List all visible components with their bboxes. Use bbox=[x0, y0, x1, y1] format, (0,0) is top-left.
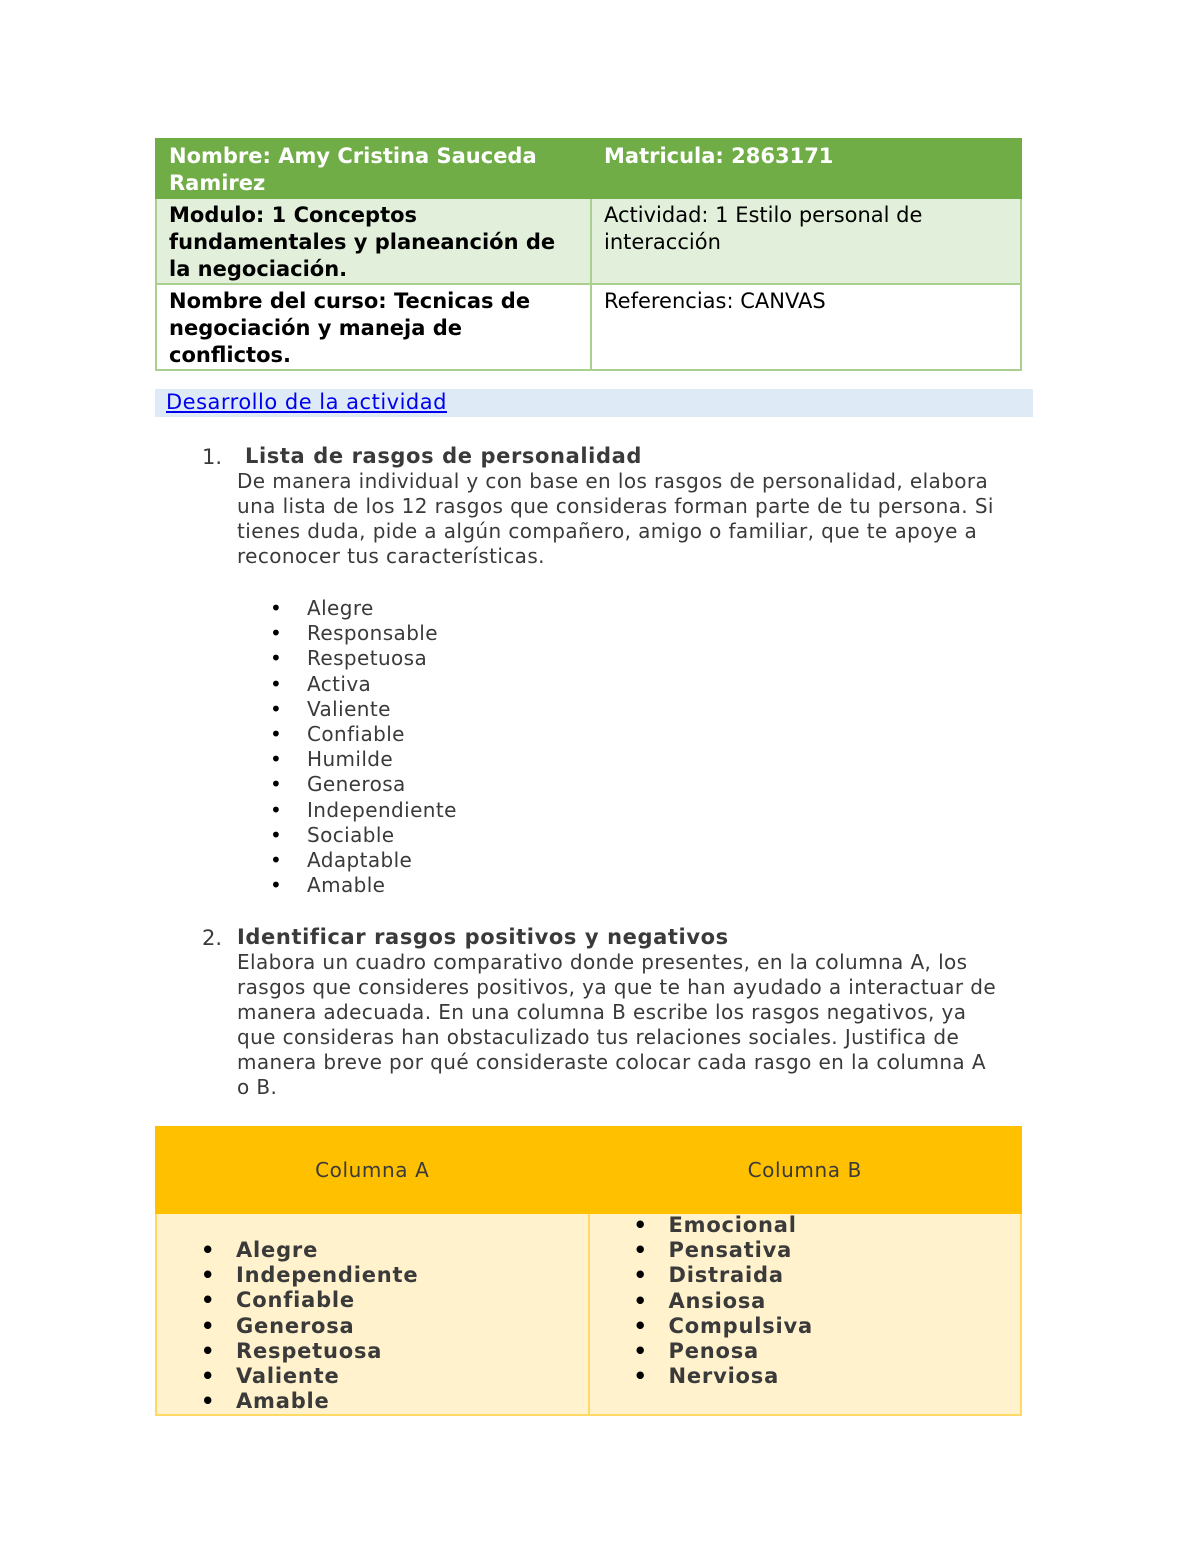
q1-line: De manera individual y con base en los rasgos de personalidad, elabora bbox=[237, 469, 989, 493]
info-table bbox=[155, 138, 1022, 371]
list-item: • Penosa bbox=[634, 1339, 1021, 1364]
column-a-header: Columna A bbox=[156, 1127, 589, 1213]
references-cell: Referencias: CANVAS bbox=[591, 284, 1021, 370]
module-cell: Modulo: 1 Conceptos fundamentales y planeanción de la negociación. bbox=[156, 198, 591, 284]
column-b-header: Columna B bbox=[589, 1127, 1022, 1213]
section-heading-link[interactable]: Desarrollo de la actividad bbox=[166, 390, 447, 414]
list-item: • Amable bbox=[201, 1389, 588, 1414]
list-item: • Distraida bbox=[634, 1263, 1021, 1288]
list-item: • Generosa bbox=[270, 772, 457, 797]
q2-number: 2. bbox=[202, 926, 223, 950]
q2-instructions bbox=[237, 950, 996, 1100]
list-item: • Respetuosa bbox=[201, 1339, 588, 1364]
list-item: • Responsable bbox=[270, 621, 457, 646]
student-id-cell: Matricula: 2863171 bbox=[591, 139, 1021, 198]
list-item: • Generosa bbox=[201, 1314, 588, 1339]
positive-traits-list bbox=[201, 1238, 588, 1414]
q1-instructions bbox=[237, 469, 994, 569]
list-item: • Emocional bbox=[634, 1213, 1021, 1238]
list-item: • Independiente bbox=[270, 798, 457, 823]
q1-line: reconocer tus características. bbox=[237, 544, 545, 568]
list-item: • Valiente bbox=[201, 1364, 588, 1389]
q2-line: o B. bbox=[237, 1075, 278, 1099]
list-item: • Confiable bbox=[270, 722, 457, 747]
q1-title: Lista de rasgos de personalidad bbox=[245, 444, 642, 468]
list-item: • Independiente bbox=[201, 1263, 588, 1288]
list-item: • Compulsiva bbox=[634, 1314, 1021, 1339]
course-cell: Nombre del curso: Tecnicas de negociación y maneja de conflictos. bbox=[156, 284, 591, 370]
q2-line: Elabora un cuadro comparativo donde presentes, en la columna A, los bbox=[237, 950, 968, 974]
list-item: • Valiente bbox=[270, 697, 457, 722]
q1-number: 1. bbox=[202, 445, 223, 469]
list-item: • Sociable bbox=[270, 823, 457, 848]
list-item: • Respetuosa bbox=[270, 646, 457, 671]
list-item: • Adaptable bbox=[270, 848, 457, 873]
negative-traits-list bbox=[634, 1213, 1021, 1389]
q1-line: una lista de los 12 rasgos que consideras forman parte de tu persona. Si bbox=[237, 494, 994, 518]
list-item: • Pensativa bbox=[634, 1238, 1021, 1263]
student-name-cell: Nombre: Amy Cristina Sauceda Ramirez bbox=[156, 139, 591, 198]
list-item: • Activa bbox=[270, 672, 457, 697]
section-heading-bar bbox=[155, 389, 1033, 417]
q2-title: Identificar rasgos positivos y negativos bbox=[237, 925, 729, 949]
q2-line: manera breve por qué consideraste colocar cada rasgo en la columna A bbox=[237, 1050, 986, 1074]
q2-line: que consideras han obstaculizado tus relaciones sociales. Justifica de bbox=[237, 1025, 960, 1049]
list-item: • Ansiosa bbox=[634, 1289, 1021, 1314]
activity-cell: Actividad: 1 Estilo personal de interacción bbox=[591, 198, 1021, 284]
q2-line: rasgos que consideres positivos, ya que te han ayudado a interactuar de bbox=[237, 975, 997, 999]
column-a-cell bbox=[156, 1213, 589, 1415]
traits-list bbox=[270, 596, 457, 898]
list-item: • Humilde bbox=[270, 747, 457, 772]
column-b-cell bbox=[589, 1213, 1022, 1415]
list-item: • Alegre bbox=[201, 1238, 588, 1263]
list-item: • Nerviosa bbox=[634, 1364, 1021, 1389]
list-item: • Confiable bbox=[201, 1288, 588, 1313]
list-item: • Alegre bbox=[270, 596, 457, 621]
q1-line: tienes duda, pide a algún compañero, amigo o familiar, que te apoye a bbox=[237, 519, 978, 543]
q2-line: manera adecuada. En una columna B escribe los rasgos negativos, ya bbox=[237, 1000, 967, 1024]
comparison-table bbox=[155, 1126, 1022, 1416]
list-item: • Amable bbox=[270, 873, 457, 898]
